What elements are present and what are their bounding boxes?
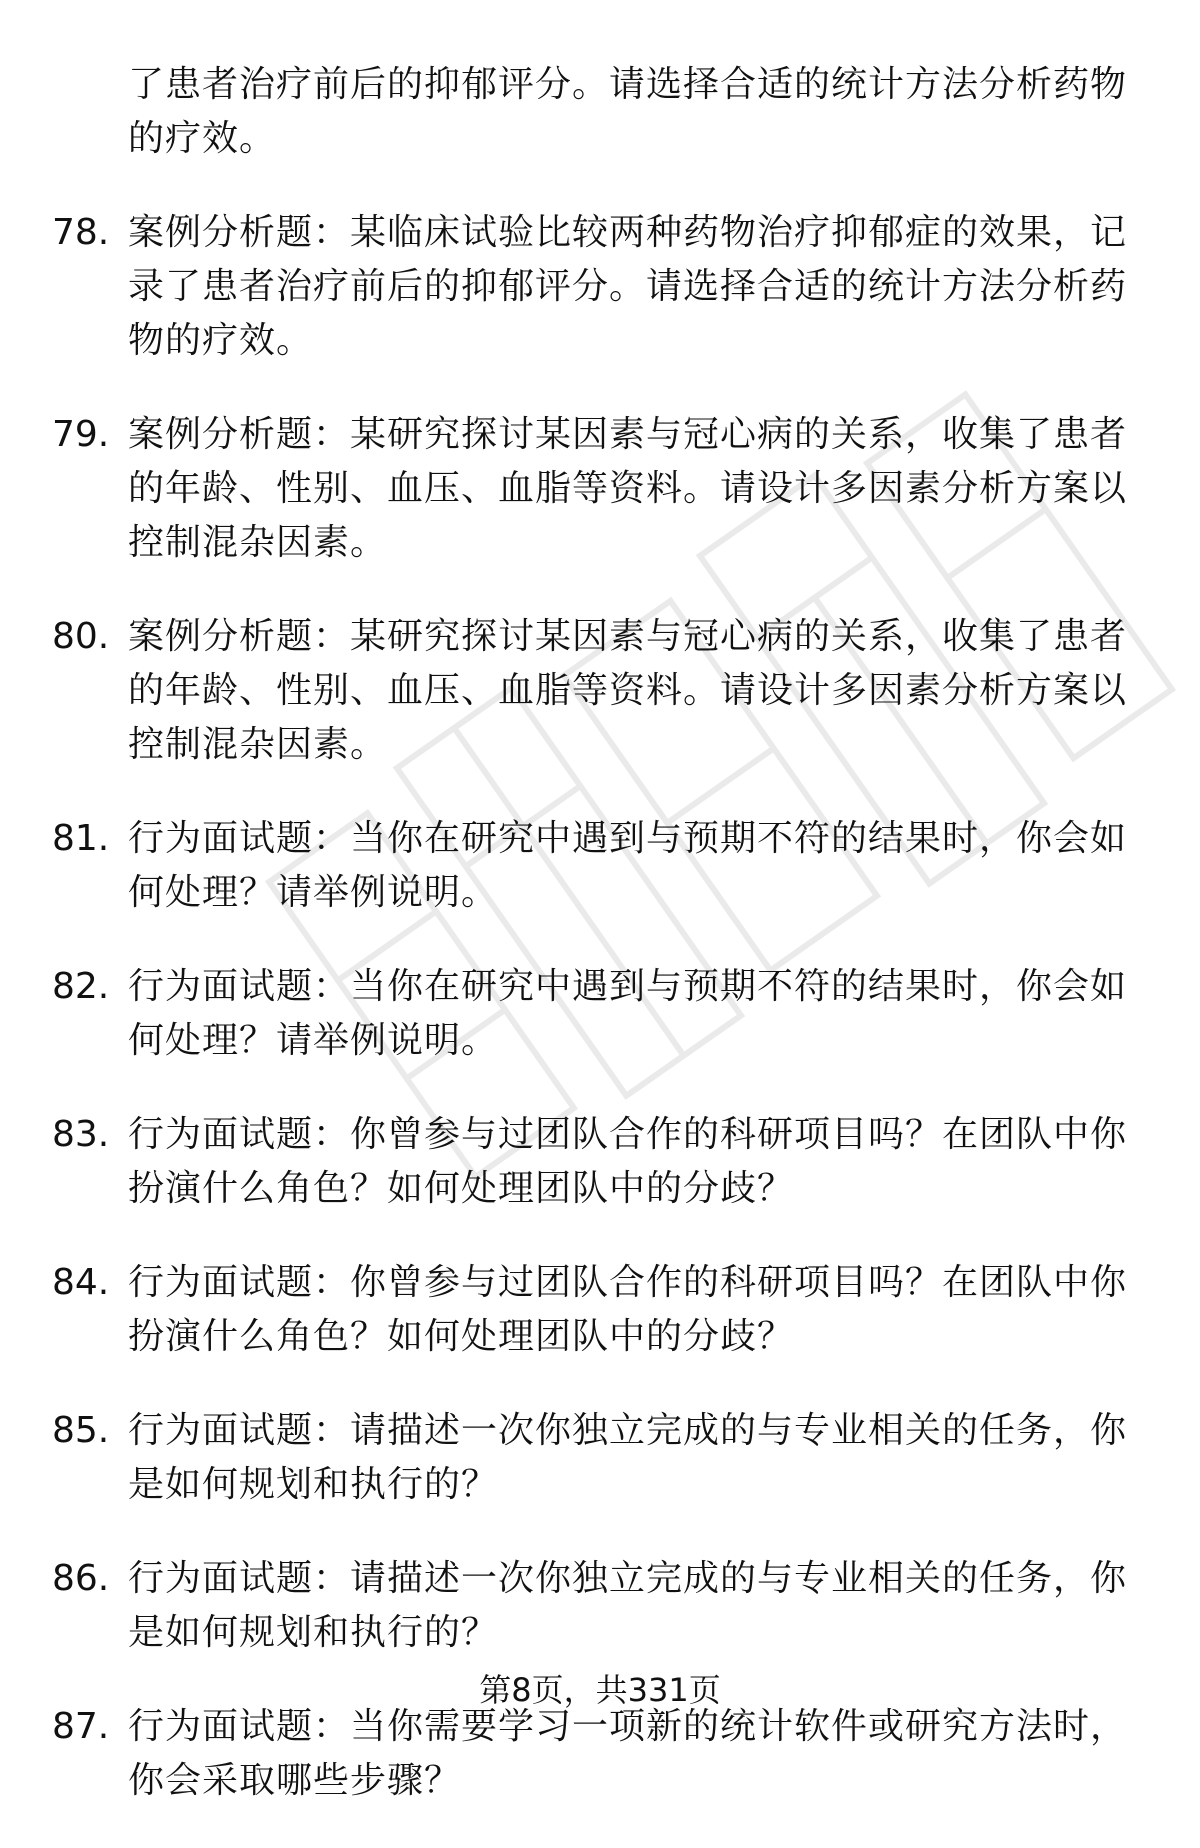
question-text: 行为面试题：请描述一次你独立完成的与专业相关的任务，你是如何规划和执行的？ xyxy=(128,1410,1128,1505)
question-text: 行为面试题：当你需要学习一项新的统计软件或研究方法时，你会采取哪些步骤？ xyxy=(128,1706,1128,1801)
document-body xyxy=(52,58,1142,1848)
question-item xyxy=(52,408,1142,570)
question-item xyxy=(52,812,1142,920)
question-item xyxy=(52,1256,1142,1364)
question-text: 行为面试题：你曾参与过团队合作的科研项目吗？在团队中你扮演什么角色？如何处理团队中的分歧？ xyxy=(128,1114,1128,1209)
question-number: 80. xyxy=(52,616,110,657)
question-number: 85. xyxy=(52,1410,110,1451)
question-text: 案例分析题：某研究探讨某因素与冠心病的关系，收集了患者的年龄、性别、血压、血脂等资料。请设计多因素分析方案以控制混杂因素。 xyxy=(128,414,1128,563)
question-item xyxy=(52,206,1142,368)
continued-question-text: 了患者治疗前后的抑郁评分。请选择合适的统计方法分析药物的疗效。 xyxy=(128,64,1128,159)
question-text: 案例分析题：某研究探讨某因素与冠心病的关系，收集了患者的年龄、性别、血压、血脂等资料。请设计多因素分析方案以控制混杂因素。 xyxy=(128,616,1128,765)
question-item xyxy=(52,1552,1142,1660)
question-item xyxy=(52,960,1142,1068)
question-text: 行为面试题：当你在研究中遇到与预期不符的结果时，你会如何处理？请举例说明。 xyxy=(128,818,1128,913)
question-number: 86. xyxy=(52,1558,110,1599)
question-item xyxy=(52,1404,1142,1512)
question-number: 81. xyxy=(52,818,110,859)
question-text: 行为面试题：当你在研究中遇到与预期不符的结果时，你会如何处理？请举例说明。 xyxy=(128,966,1128,1061)
question-item xyxy=(52,610,1142,772)
question-number: 84. xyxy=(52,1262,110,1303)
question-text: 行为面试题：你曾参与过团队合作的科研项目吗？在团队中你扮演什么角色？如何处理团队中的分歧？ xyxy=(128,1262,1128,1357)
question-number: 83. xyxy=(52,1114,110,1155)
question-number: 82. xyxy=(52,966,110,1007)
question-text: 案例分析题：某临床试验比较两种药物治疗抑郁症的效果，记录了患者治疗前后的抑郁评分。请选择合适的统计方法分析药物的疗效。 xyxy=(128,212,1128,361)
page-footer: 第8页，共331页 xyxy=(479,1671,721,1709)
question-number: 87. xyxy=(52,1706,110,1747)
question-item xyxy=(52,1700,1142,1808)
question-item xyxy=(52,1108,1142,1216)
question-number: 79. xyxy=(52,414,110,455)
question-text: 行为面试题：请描述一次你独立完成的与专业相关的任务，你是如何规划和执行的？ xyxy=(128,1558,1128,1653)
question-number: 78. xyxy=(52,212,110,253)
